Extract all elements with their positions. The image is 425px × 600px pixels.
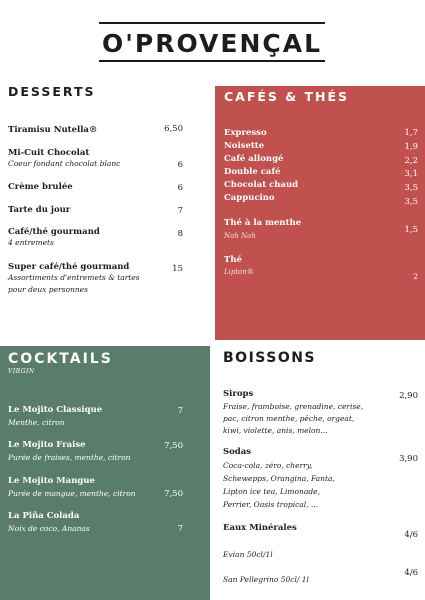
menu-item-desc: pour deux personnes (8, 285, 88, 294)
logo-top-rule (99, 22, 325, 24)
menu-item-price: 3,1 (404, 169, 418, 179)
menu-item-name: Mi-Cuit Chocolat (8, 148, 90, 158)
menu-item-price: 4/6 (404, 568, 418, 578)
menu-item-name: Le Mojito Mangue (8, 476, 95, 486)
menu-item-desc: Noix de coco, Ananas (8, 524, 90, 533)
cafes-title: CAFÉS & THÉS (224, 89, 350, 104)
cocktails-subtitle: VIRGIN (8, 368, 35, 375)
menu-item-price: 7 (177, 406, 183, 416)
cafes-panel (215, 86, 425, 340)
menu-item-price: 2,90 (399, 391, 418, 401)
menu-item-desc: Menthe, citron (8, 418, 65, 427)
menu-item-price: 6 (177, 160, 183, 170)
menu-item-price: 1,7 (404, 128, 418, 138)
menu-item-name: Crème brulée (8, 182, 73, 192)
menu-item-desc: San Pellegrino 50cl/ 1l (223, 575, 309, 584)
menu-item-name: Expresso (224, 128, 267, 138)
menu-item-name: Le Mojito Fraise (8, 440, 86, 450)
menu-item-desc: Evian 50cl/1l (223, 550, 273, 559)
menu-item-price: 1,5 (404, 225, 418, 235)
menu-item-name: Super café/thé gourmand (8, 262, 130, 272)
menu-item-desc: Lipton ice tea, Limonade, (223, 487, 320, 496)
brand-logo (99, 22, 325, 62)
menu-item-price: 2,2 (404, 156, 418, 166)
menu-item-desc: Coca-cola, zéro, cherry, (223, 461, 313, 470)
menu-item-desc: Purée de fraises, menthe, citron (8, 453, 131, 462)
menu-item-name: Le Mojito Classique (8, 405, 103, 415)
menu-item-price: 4/6 (404, 530, 418, 540)
menu-item-price: 3,5 (404, 183, 418, 193)
menu-item-price: 3,90 (399, 454, 418, 464)
brand-name: O'PROVENÇAL (101, 29, 323, 58)
menu-item-price: 6 (177, 183, 183, 193)
menu-item-name: Sodas (223, 447, 252, 457)
desserts-title: DESSERTS (8, 84, 96, 99)
menu-item-desc: Assortiments d'entremets & tartes (8, 273, 140, 282)
menu-item-price: 7 (177, 206, 183, 216)
menu-item-name: Café allongé (224, 154, 284, 164)
menu-item-desc: Purée de mangue, menthe, citron (8, 489, 136, 498)
menu-item-desc: Nah Nah (224, 232, 256, 240)
menu-item-name: Tarte du jour (8, 205, 71, 215)
menu-item-desc: Lipton® (224, 268, 254, 276)
logo-bottom-rule (99, 60, 325, 62)
menu-item-desc: 4 entremets (8, 238, 54, 247)
menu-item-name: Thé à la menthe (224, 218, 302, 228)
menu-item-price: 8 (177, 229, 183, 239)
menu-item-price: 7,50 (164, 441, 183, 451)
menu-item-name: Eaux Minérales (223, 523, 297, 533)
boissons-title: BOISSONS (223, 350, 317, 366)
menu-item-name: Double café (224, 167, 281, 177)
menu-item-price: 7 (177, 524, 183, 534)
menu-item-name: Thé (224, 255, 242, 265)
menu-item-name: Sirops (223, 389, 254, 399)
menu-item-desc: Fraise, framboise, grenadine, cerise, (223, 402, 364, 411)
menu-item-name: La Piña Colada (8, 511, 80, 521)
menu-item-desc: kiwi, violette, anis, melon... (223, 426, 328, 435)
cocktails-title: COCKTAILS (8, 351, 113, 367)
menu-item-price: 1,9 (404, 142, 418, 152)
menu-item-price: 2 (413, 272, 418, 281)
menu-item-price: 7,50 (164, 489, 183, 499)
menu-item-desc: pac, citron menthe, pêche, orgeat, (223, 414, 355, 423)
cocktails-panel (0, 346, 210, 600)
menu-item-name: Cappucino (224, 193, 275, 203)
menu-item-name: Café/thé gourmand (8, 227, 100, 237)
menu-item-price: 6,50 (164, 124, 183, 134)
menu-item-price: 3,5 (404, 197, 418, 207)
menu-item-desc: Coeur fondant chocolat blanc (8, 159, 121, 168)
menu-item-name: Noisette (224, 141, 265, 151)
menu-item-price: 15 (172, 264, 183, 274)
menu-item-name: Tiramisu Nutella® (8, 125, 98, 135)
menu-item-desc: Perrier, Oasis tropical, ... (223, 500, 319, 509)
menu-item-desc: Schewepps, Orangina, Fanta, (223, 474, 335, 483)
menu-item-name: Chocolat chaud (224, 180, 299, 190)
